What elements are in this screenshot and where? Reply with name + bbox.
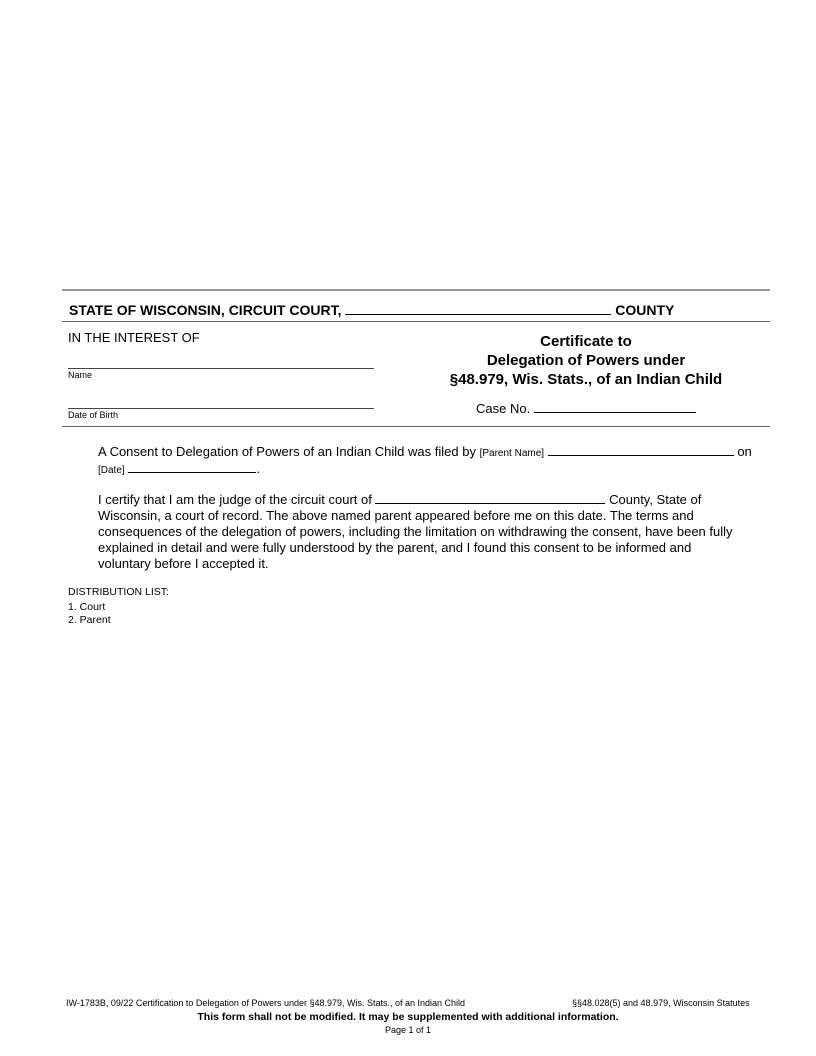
caption-rule (62, 426, 770, 427)
dob-field[interactable] (68, 408, 374, 409)
footer-notice: This form shall not be modified. It may be supplemented with additional information. (197, 1011, 619, 1023)
top-rule (62, 289, 770, 291)
certification-paragraph (98, 491, 733, 572)
date-hint: [Date] (98, 465, 125, 476)
name-label: Name (68, 370, 93, 380)
distribution-heading: DISTRIBUTION LIST: (68, 586, 169, 598)
circuit-court-county-field[interactable] (375, 491, 605, 504)
certification-line-4: explained in detail and were fully understood by the parent, and I found this consent to be informed and (98, 540, 692, 555)
title-line-2: Delegation of Powers under (486, 352, 686, 369)
case-number (476, 400, 696, 416)
certification-line-1: I certify that I am the judge of the circuit court of County, State of (98, 492, 702, 507)
name-field[interactable] (68, 368, 374, 369)
footer-form-id: IW-1783B, 09/22 Certification to Delegation of Powers under §48.979, Wis. Stats., of an Indian Child (66, 998, 466, 1008)
distribution-item: 1. Court (68, 601, 106, 613)
header-rule (62, 321, 770, 322)
certification-line-5: voluntary before I accepted it. (98, 556, 269, 571)
case-number-field[interactable] (534, 400, 696, 413)
form-title (400, 332, 772, 389)
court-header (69, 302, 674, 318)
distribution-item: 2. Parent (68, 614, 111, 626)
footer-statutes: §§48.028(5) and 48.979, Wisconsin Statutes (572, 998, 750, 1008)
date-field[interactable] (128, 460, 256, 473)
consent-paragraph-line-2: [Date] . (98, 461, 260, 476)
county-field[interactable] (345, 302, 611, 315)
consent-paragraph-line-1: A Consent to Delegation of Powers of an Indian Child was filed by [Parent Name] on (98, 444, 752, 459)
title-line-3: §48.979, Wis. Stats., of an Indian Child (449, 371, 723, 388)
county-label: COUNTY (615, 302, 675, 318)
footer-page-number: Page 1 of 1 (384, 1025, 432, 1035)
state-court-label: STATE OF WISCONSIN, CIRCUIT COURT, (69, 302, 342, 318)
certification-line-2: Wisconsin, a court of record. The above named parent appeared before me on this date. The terms and (98, 508, 694, 523)
distribution-list (68, 586, 169, 627)
parent-name-hint: [Parent Name] (479, 448, 545, 459)
certification-line-3: consequences of the delegation of powers, including the limitation on withdrawing the consent, have been fully (98, 524, 733, 539)
parent-name-field[interactable] (548, 443, 734, 456)
title-line-1: Certificate to (540, 333, 632, 350)
case-number-label: Case No. (476, 401, 531, 416)
in-the-interest-of: IN THE INTEREST OF (68, 330, 200, 345)
dob-label: Date of Birth (68, 410, 119, 420)
